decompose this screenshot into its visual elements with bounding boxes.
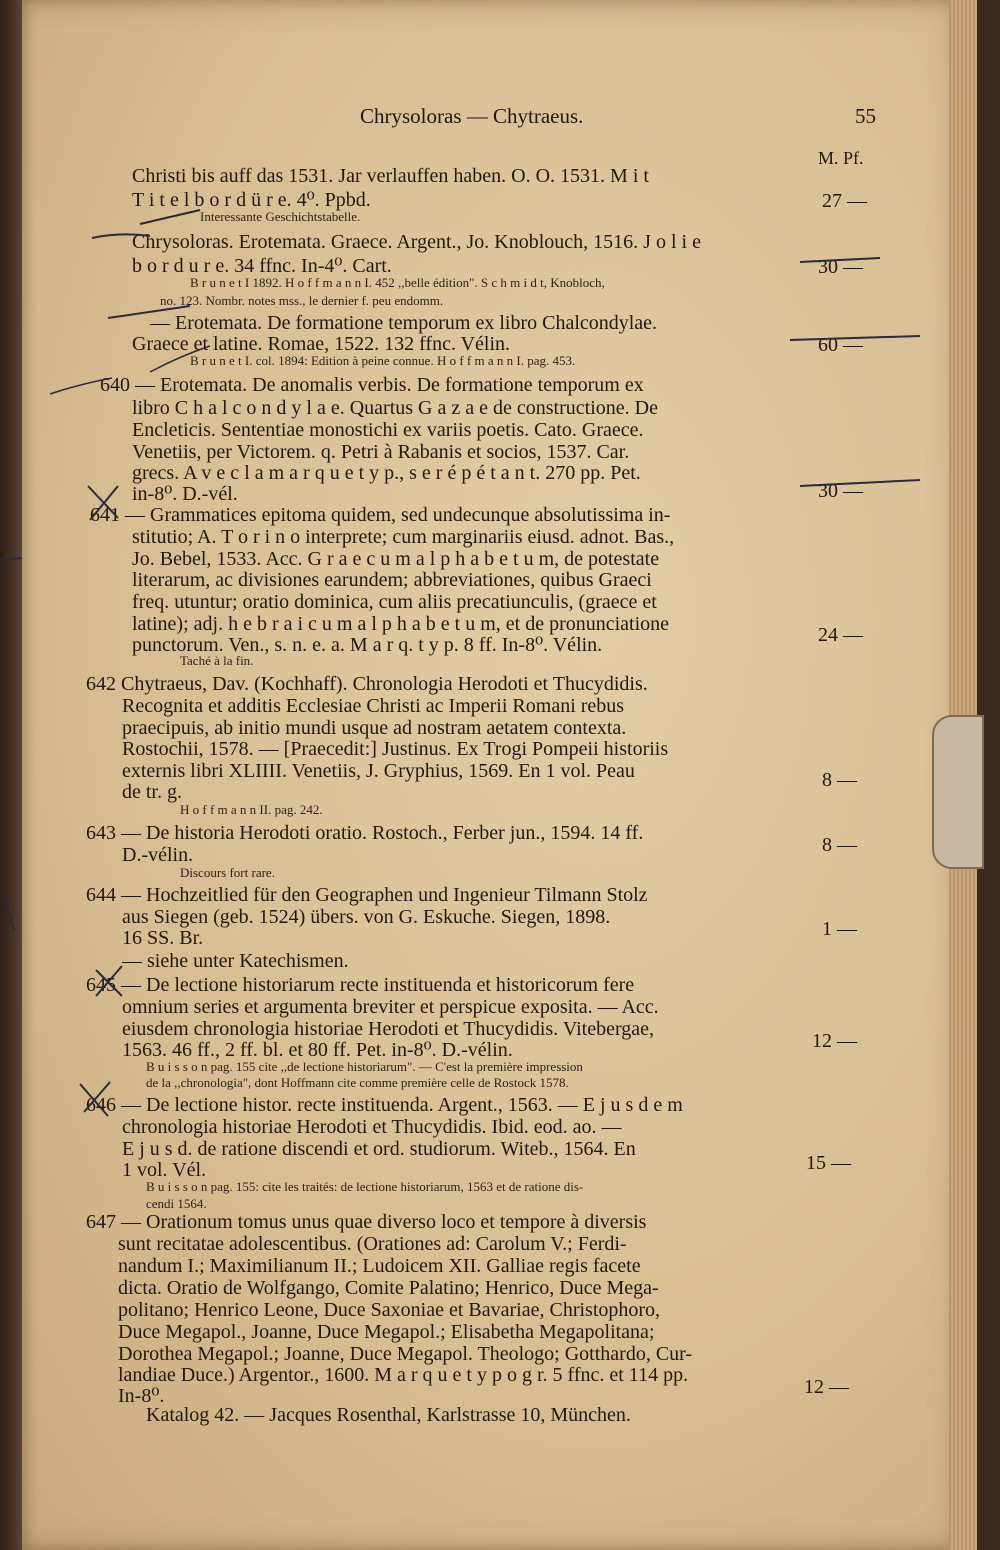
bibliographic-note: H o f f m a n n II. pag. 242. (180, 802, 323, 817)
catalog-line: — Erotemata. De formatione temporum ex libro Chalcondylae. (150, 312, 658, 334)
catalog-line: E j u s d. de ratione discendi et ord. studiorum. Witeb., 1564. En (122, 1138, 636, 1160)
catalog-line: grecs. A v e c l a m a r q u e t y p., s e r é p é t a n t. 270 pp. Pet. (132, 462, 641, 484)
catalog-line: dicta. Oratio de Wolfgango, Comite Palatino; Henrico, Duce Mega- (118, 1277, 659, 1299)
catalog-line: 1 vol. Vél. (122, 1159, 207, 1181)
catalog-line: stitutio; A. T o r i n o interprete; cum marginariis eiusd. adnot. Bas., (132, 526, 675, 548)
bibliographic-note: de la ,,chronologia", dont Hoffmann cite comme première celle de Rostock 1578. (146, 1075, 569, 1090)
catalog-line: de tr. g. (122, 781, 182, 803)
catalog-line: politano; Henrico Leone, Duce Saxoniae et Bavariae, Christophoro, (118, 1299, 661, 1321)
catalog-line: In-8⁰. (118, 1385, 165, 1407)
price-column-head: M. Pf. (818, 148, 864, 168)
price-entry: 12 — (812, 1030, 857, 1052)
catalog-line: Christi bis auff das 1531. Jar verlauffen haben. O. O. 1531. M i t (132, 165, 649, 187)
catalog-line: omnium series et argumenta breviter et perspicue exposita. — Acc. (122, 996, 659, 1018)
bibliographic-note: B u i s s o n pag. 155: cite les traités: de lectione historiarum, 1563 et de ratione dis- (146, 1179, 584, 1194)
catalog-line: Recognita et additis Ecclesiae Christi ac Imperii Romani rebus (122, 695, 625, 717)
price-entry: 8 — (822, 769, 857, 791)
price-entry: 30 — (818, 256, 863, 278)
catalog-line: b o r d u r e. 34 ffnc. In-4⁰. Cart. (132, 255, 392, 277)
bookmark-tab (932, 715, 984, 869)
bibliographic-note: Taché à la fin. (180, 653, 254, 668)
catalog-line: D.-vélin. (122, 844, 194, 866)
bibliographic-note: cendi 1564. (146, 1196, 207, 1211)
price-entry: 15 — (806, 1152, 851, 1174)
catalog-line: chronologia historiae Herodoti et Thucydidis. Ibid. eod. ao. — (122, 1116, 622, 1138)
catalog-line: punctorum. Ven., s. n. e. a. M a r q. t y p. 8 ff. In-8⁰. Vélin. (132, 634, 603, 656)
price-entry: 27 — (822, 190, 867, 212)
bibliographic-note: B r u n e t I 1892. H o f f m a n n I. 452 ,,belle édition". S c h m i d t, Knobloch, (190, 275, 605, 290)
catalog-line: 16 SS. Br. (122, 927, 204, 949)
price-entry: 60 — (818, 334, 863, 356)
catalog-line: nandum I.; Maximilianum II.; Ludoicem XII. Galliae regis facete (118, 1255, 641, 1277)
catalog-line: 1563. 46 ff., 2 ff. bl. et 80 ff. Pet. in-8⁰. D.-vélin. (122, 1039, 513, 1061)
running-header: Chrysoloras — Chytraeus. (360, 104, 584, 128)
catalog-line: in-8⁰. D.-vél. (132, 483, 238, 505)
catalog-line: Chrysoloras. Erotemata. Graece. Argent., Jo. Knoblouch, 1516. J o l i e (132, 231, 701, 253)
catalog-line: 641 — Grammatices epitoma quidem, sed undecunque absolutissima in- (90, 504, 671, 526)
catalog-line: 646 — De lectione histor. recte instituenda. Argent., 1563. — E j u s d e m (86, 1094, 683, 1116)
catalog-line: T i t e l b o r d ü r e. 4⁰. Ppbd. (132, 189, 371, 211)
price-entry: 8 — (822, 834, 857, 856)
catalog-line: Venetiis, per Victorem. q. Petri à Rabanis et socios, 1537. Car. (132, 441, 630, 463)
price-entry: 12 — (804, 1376, 849, 1398)
catalog-footer: Katalog 42. — Jacques Rosenthal, Karlstrasse 10, München. (146, 1404, 631, 1426)
book-spine (0, 0, 22, 1550)
catalog-line: Rostochii, 1578. — [Praecedit:] Justinus. Ex Trogi Pompeii historiis (122, 738, 669, 760)
catalog-line: 640 — Erotemata. De anomalis verbis. De formatione temporum ex (100, 374, 644, 396)
catalog-line: 645 — De lectione historiarum recte instituenda et historicorum fere (86, 974, 635, 996)
price-entry: 1 — (822, 918, 857, 940)
catalog-line: 643 — De historia Herodoti oratio. Rostoch., Ferber jun., 1594. 14 ff. (86, 822, 644, 844)
catalog-line: 642 Chytraeus, Dav. (Kochhaff). Chronologia Herodoti et Thucydidis. (86, 673, 648, 695)
catalog-line: libro C h a l c o n d y l a e. Quartus G a z a e de constructione. De (132, 397, 658, 419)
bibliographic-note: no. 123. Nombr. notes mss., le dernier f. peu endomm. (160, 293, 444, 308)
bibliographic-note: B u i s s o n pag. 155 cite ,,de lectione historiarum". — C'est la première impression (146, 1059, 583, 1074)
catalog-line: Duce Megapol., Joanne, Duce Megapol.; Elisabetha Megapolitana; (118, 1321, 655, 1343)
catalog-line: eiusdem chronologia historiae Herodoti et Thucydidis. Vitebergae, (122, 1018, 655, 1040)
catalog-line: praecipuis, ab initio mundi usque ad nostram aetatem contexta. (122, 717, 627, 739)
catalog-line: sunt recitatae adolescentibus. (Orationes ad: Carolum V.; Ferdi- (118, 1233, 627, 1255)
catalog-line: freq. utuntur; oratio dominica, cum aliis precatiunculis, (graece et (132, 591, 657, 613)
catalog-line: — siehe unter Katechismen. (122, 950, 349, 972)
catalog-line: externis libri XLIIII. Venetiis, J. Gryphius, 1569. En 1 vol. Peau (122, 760, 635, 782)
catalog-line: Graece et latine. Romae, 1522. 132 ffnc. Vélin. (132, 333, 511, 355)
page-number: 55 (855, 104, 876, 128)
catalog-line: 647 — Orationum tomus unus quae diverso loco et tempore à diversis (86, 1211, 647, 1233)
catalog-line: latine); adj. h e b r a i c u m a l p h a b e t u m, et de pronunciatione (132, 613, 670, 635)
catalog-line: literarum, ac divisiones earundem; abbreviationes, quibus Graeci (132, 569, 652, 591)
catalog-line: Jo. Bebel, 1533. Acc. G r a e c u m a l p h a b e t u m, de potestate (132, 548, 660, 570)
price-entry: 30 — (818, 480, 863, 502)
bibliographic-note: B r u n e t I. col. 1894: Edition à peine connue. H o f f m a n n I. pag. 453. (190, 353, 576, 368)
catalog-line: landiae Duce.) Argentor., 1600. M a r q u e t y p o g r. 5 ffnc. et 114 pp. (118, 1364, 689, 1386)
bibliographic-note: Interessante Geschichtstabelle. (200, 209, 361, 224)
catalog-line: Dorothea Megapol.; Joanne, Duce Megapol. Theologo; Gotthardo, Cur- (118, 1343, 693, 1365)
catalog-line: aus Siegen (geb. 1524) übers. von G. Eskuche. Siegen, 1898. (122, 906, 611, 928)
catalog-line: 644 — Hochzeitlied für den Geographen und Ingenieur Tilmann Stolz (86, 884, 648, 906)
bibliographic-note: Discours fort rare. (180, 865, 275, 880)
catalog-line: Encleticis. Sententiae monostichi ex variis poetis. Cato. Graece. (132, 419, 644, 441)
price-entry: 24 — (818, 624, 863, 646)
